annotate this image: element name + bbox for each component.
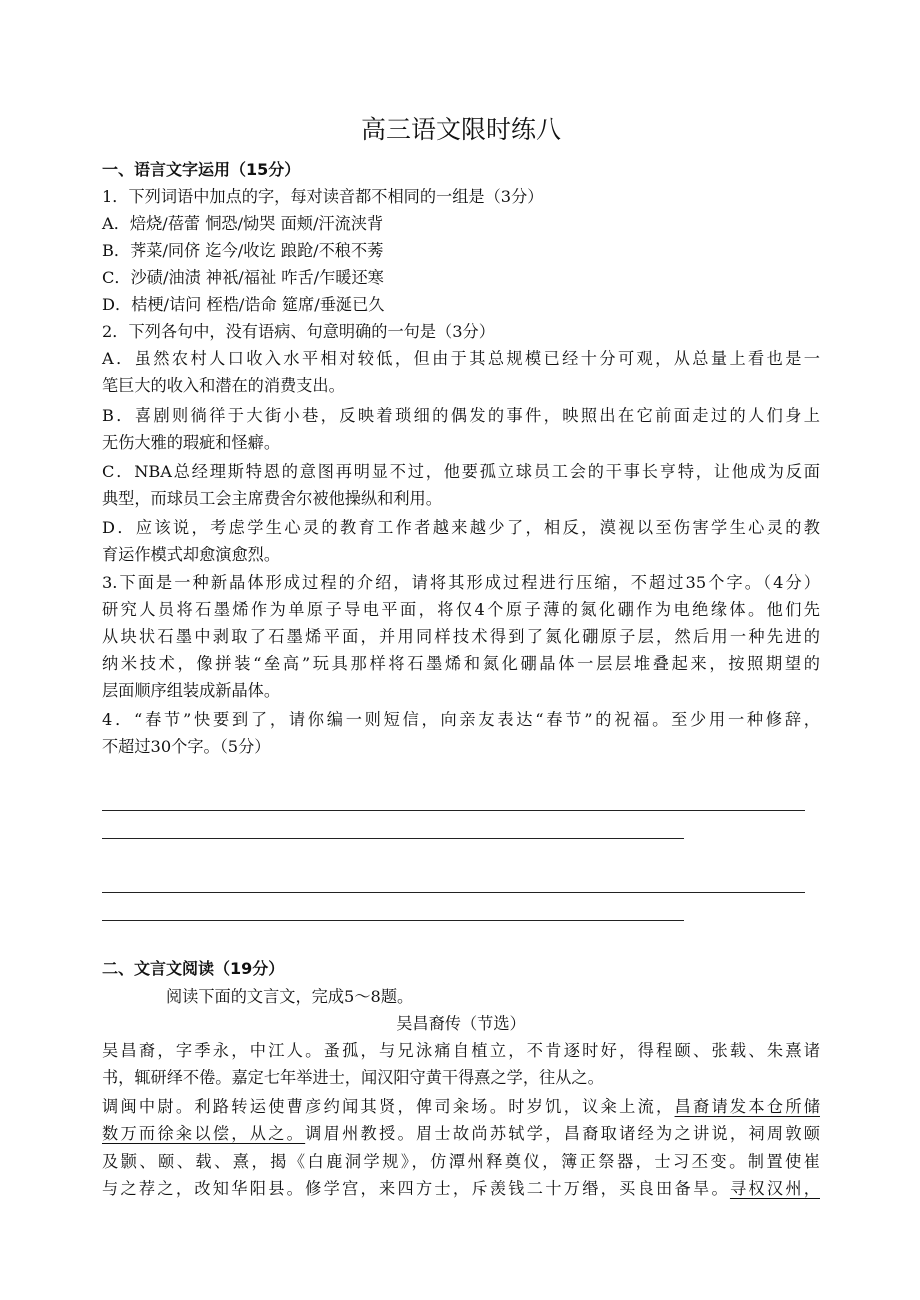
answer-line-4[interactable] [102,920,684,921]
answer-line-1[interactable] [102,810,805,811]
passage-line5: 及颢、颐、载、熹，揭《白鹿洞学规》，仿潭州释奠仪，簿正祭器，士习丕变。制置使崔 [102,1152,820,1171]
passage-line3 [102,1093,820,1120]
passage-line1: 吴昌裔，字季永，中江人。蚤孤，与兄泳痛自植立，不肯逐时好，得程颐、张载、朱熹诸 [102,1041,820,1060]
passage-line4 [102,1120,820,1147]
passage-line4-text: 调眉州教授。眉士故尚苏轼学，昌裔取诸经为之讲说，祠周敦颐 [305,1124,820,1143]
q3-stem: 3.下面是一种新晶体形成过程的介绍，请将其形成过程进行压缩，不超过35个字。（4分） [102,573,820,592]
q3-passage-line3: 纳米技术，像拼装“垒高”玩具那样将石墨烯和氮化硼晶体一层层堆叠起来，按照期望的 [102,654,820,673]
section-2-intro: 阅读下面的文言文，完成5～8题。 [166,987,414,1006]
q2-option-c-line2: 典型，而球员工会主席费舍尔被他操纵和利用。 [102,489,442,508]
passage-underlined-sentence-1b: 数万而徐籴以偿，从之。 [102,1124,306,1143]
q3-passage-line4: 层面顺序组装成新晶体。 [102,681,281,700]
q2-option-a-line1: A．虽然农村人口收入水平相对较低，但由于其总规模已经十分可观，从总量上看也是一 [102,349,820,368]
q1-option-d: D．桔梗/诘问 桎梏/诰命 筵席/垂涎已久 [102,295,385,314]
passage-line6-text: 与之荐之，改知华阳县。修学宫，来四方士，斥羡钱二十万缗，买良田备旱。 [102,1179,730,1198]
q2-option-b-line1: B．喜剧则徜徉于大街小巷，反映着琐细的偶发的事件，映照出在它前面走过的人们身上 [102,406,820,425]
q2-option-d-line1: D．应该说，考虑学生心灵的教育工作者越来越少了，相反，漠视以至伤害学生心灵的教 [102,518,820,537]
passage-title: 吴昌裔传（节选） [396,1014,526,1033]
q2-option-b-line2: 无伤大雅的瑕疵和怪癖。 [102,433,281,452]
section-1-heading: 一、语言文字运用（15分） [102,160,301,179]
passage-line6 [102,1175,820,1202]
q1-option-b: B．荠菜/同侪 迄今/收讫 踉跄/不稂不莠 [102,241,384,260]
section-2-heading: 二、文言文阅读（19分） [102,959,285,978]
q2-stem: 2．下列各句中，没有语病、句意明确的一句是（3分） [102,322,495,341]
q1-option-c: C．沙碛/油渍 神祇/福祉 咋舌/乍暖还寒 [102,268,384,287]
page-title: 高三语文限时练八 [360,115,561,144]
q4-stem-line1: 4．“春节”快要到了，请你编一则短信，向亲友表达“春节”的祝福。至少用一种修辞， [102,710,820,729]
q2-option-a-line2: 笔巨大的收入和潜在的消费支出。 [102,376,345,395]
answer-line-2[interactable] [102,838,684,839]
q3-passage-line1: 研究人员将石墨烯作为单原子导电平面，将仅4个原子薄的氮化硼作为电绝缘体。他们先 [102,600,820,619]
passage-underlined-sentence-1a: 昌裔请发本仓所储 [674,1097,820,1116]
q1-stem: 1．下列词语中加点的字，每对读音都不相同的一组是（3分） [102,187,544,206]
q3-passage-line2: 从块状石墨中剥取了石墨烯平面，并用同样技术得到了氮化硼原子层，然后用一种先进的 [102,627,820,646]
q4-stem-line2: 不超过30个字。（5分） [102,737,271,756]
q2-option-c-line1: C．NBA总经理斯特恩的意图再明显不过，他要孤立球员工会的干事长亨特，让他成为反面 [102,462,820,481]
q1-option-a: A．焙烧/蓓蕾 恫恐/恸哭 面颊/汗流浃背 [102,214,384,233]
q2-option-d-line2: 育运作模式却愈演愈烈。 [102,545,281,564]
passage-line3-text: 调闽中尉。利路转运使曹彦约闻其贤，俾司籴场。时岁饥，议籴上流， [102,1097,675,1116]
answer-line-3[interactable] [102,892,805,893]
passage-line2: 书，辄研绎不倦。嘉定七年举进士，闻汉阳守黄干得熹之学，往从之。 [102,1068,604,1087]
passage-underlined-sentence-2: 寻权汉州， [729,1179,820,1198]
